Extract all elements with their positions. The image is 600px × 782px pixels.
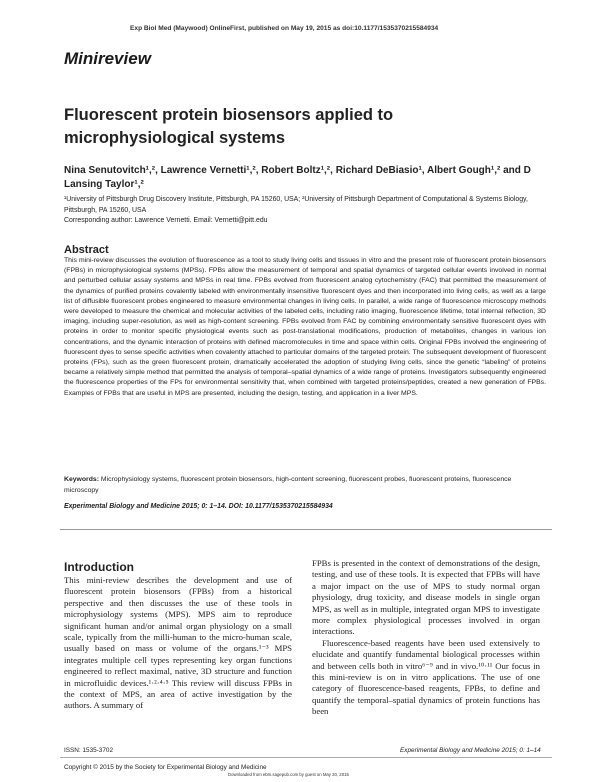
author-list: Nina Senutovitch¹,², Lawrence Vernetti¹,², Robert Boltz¹,², Richard DeBiasio¹, Albert Gough¹,² and D Lansing Taylor¹,² bbox=[64, 165, 531, 190]
article-title: Fluorescent protein biosensors applied to microphysiological systems bbox=[64, 106, 394, 147]
footer-journal-pages bbox=[400, 747, 541, 754]
body-column-left bbox=[64, 575, 292, 712]
corresponding-author: Corresponding author: Lawrence Vernetti. Email: Vernetti@pitt.edu bbox=[64, 217, 268, 224]
intro-paragraph-3: Fluorescence-based reagents have been used extensively to elucidate and quantify fundamental biological processes within and between cells both in vitro⁶⁻⁹ and in vivo.¹⁰·¹¹ Our focus in this mini-review is on in vitro applications. The use of one category of fluorescence-based reagents, FPBs, to define and quantify the temporal–spatial dynamics of protein functions has been bbox=[312, 637, 540, 717]
introduction-heading: Introduction bbox=[64, 560, 134, 574]
divider bbox=[60, 529, 552, 530]
footer-journal-pages-text: Experimental Biology and Medicine 2015; 0: 1–14 bbox=[400, 747, 541, 754]
footer-divider bbox=[60, 757, 552, 758]
download-notice: Downloaded from ebm.sagepub.com by guest on May 20, 2015 bbox=[228, 772, 349, 777]
abstract-text: This mini-review discusses the evolution of fluorescence as a tool to study living cells and tissues in vitro and the present role of fluorescent protein biosensors (FPBs) in microphysiological systems (MPSs). FPBs allow the measurement of temporal and spatial dynamics of targeted cellular events involved in normal and perturbed cellular assay systems and MPSs in real time. FPBs evolved from fluorescent analog cytochemistry (FAC) that permitted the measurement of the dynamics of purified proteins covalently labeled with environmentally insensitive fluorescent dyes and then incorporated into living cells, as well as a large list of diffusible fluorescent probes engineered to measure environmental changes in living cells. In parallel, a wide range of fluorescence microscopy methods were developed to measure the chemical and molecular activities of the labeled cells, including ratio imaging, fluorescence lifetime, total internal reflection, 3D imaging, including super-resolution, as well as high-content screening. FPBs evolved from FAC by combining environmentally sensitive fluorescent dyes with proteins in order to monitor specific physiological events such as post-translational modifications, production of metabolites, changes in various ion concentrations, and the dynamic interaction of proteins with defined macromolecules in time and space within cells. Original FPBs involved the engineering of fluorescent dyes to sense specific activities when covalently attached to particular domains of the targeted protein. The subsequent development of fluorescent proteins (FPs), such as the green fluorescent protein, dramatically accelerated the adoption of studying living cells, since the genetic “labeling” of proteins became a relatively simple method that permitted the analysis of temporal–spatial dynamics of a wide range of proteins. Investigators subsequently engineered the fluorescence properties of the FPs for environmental sensitivity that, when combined with targeted proteins/peptides, created a new generation of FPBs. Examples of FPBs that are useful in MPS are presented, including the design, testing, and application in a liver MPS. bbox=[64, 257, 546, 397]
keywords-label: Keywords: bbox=[64, 476, 99, 483]
article-type-label: Minireview bbox=[64, 49, 151, 68]
running-header: Exp Biol Med (Maywood) OnlineFirst, published on May 19, 2015 as doi:10.1177/1535370215584934 bbox=[130, 25, 439, 32]
journal-citation-text: Experimental Biology and Medicine 2015; 0: 1–14. DOI: 10.1177/1535370215584934 bbox=[64, 503, 333, 510]
abstract-heading: Abstract bbox=[64, 244, 109, 256]
copyright: Copyright © 2015 by the Society for Experimental Biology and Medicine bbox=[64, 764, 267, 771]
keywords bbox=[64, 474, 546, 496]
issn: ISSN: 1535-3702 bbox=[64, 747, 114, 754]
body-column-right bbox=[312, 558, 540, 718]
journal-citation bbox=[64, 503, 333, 510]
affiliations: ¹University of Pittsburgh Drug Discovery Institute, Pittsburgh, PA 15260, USA; ²University of Pittsburgh Department of Computational & Systems Biology, Pittsburgh, PA 15260, USA bbox=[64, 196, 528, 214]
intro-paragraph-1: This mini-review describes the development and use of fluorescent protein biosensors (FPBs) from a historical perspective and then discusses the use of these tools in microphysiology systems (MPS). MPS aim to reproduce significant human and/or animal organ physiology on a small scale, typically from the milli-human to the micro-human scale, usually based on mass or volume of the organs.¹⁻³ MPS integrates multiple cell types representing key organ functions engineered to reflect maximal, native, 3D structure and function in microfluidic devices.¹·²·⁴·⁵ This review will discuss FPBs in the context of MPS, an area of active investigation by the authors. A summary of bbox=[64, 575, 292, 711]
intro-paragraph-2: FPBs is presented in the context of demonstrations of the design, testing, and use of these tools. It is expected that FPBs will have a major impact on the use of MPS to study normal organ physiology, drug toxicity, and disease models in single organ MPS, as well as in multiple, integrated organ MPS to investigate more complex physiological processes involved in organ interactions. bbox=[312, 558, 540, 637]
keywords-text: Microphysiology systems, fluorescent protein biosensors, high-content screening, fluorescent probes, fluorescent proteins, fluorescence microscopy bbox=[64, 476, 512, 495]
